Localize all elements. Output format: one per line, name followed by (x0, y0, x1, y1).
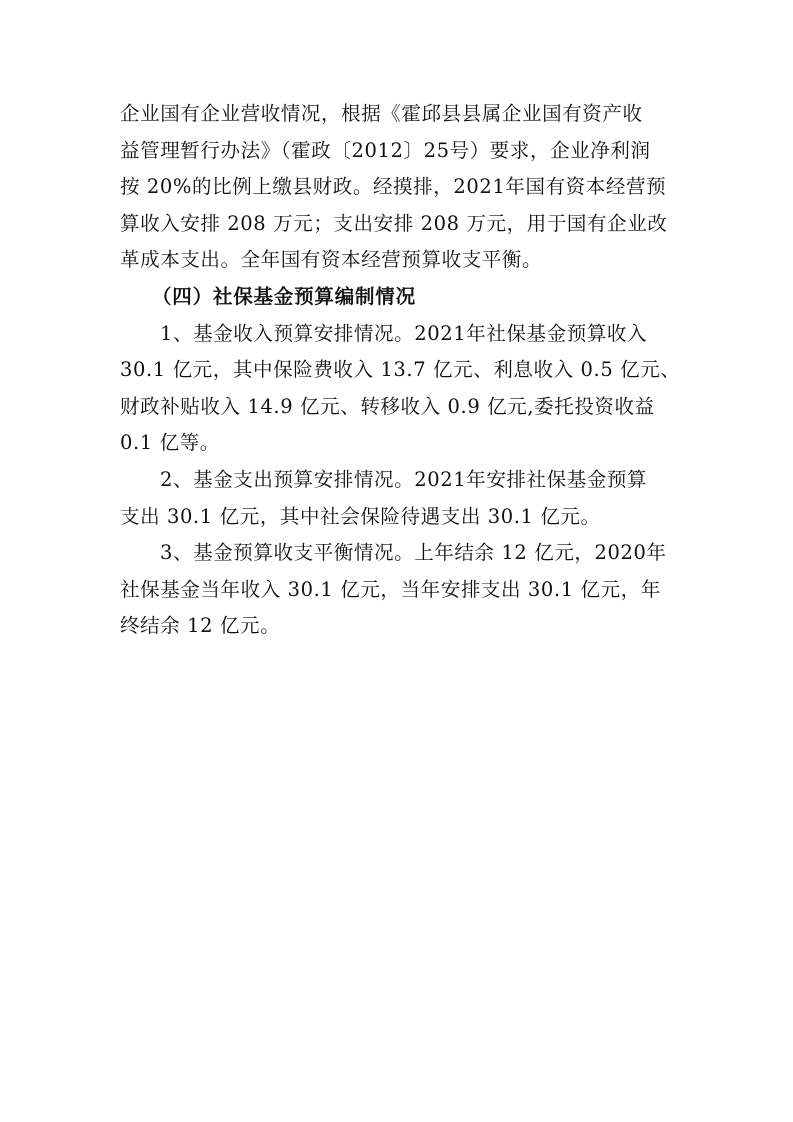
text-line: 终结余 12 亿元。 (120, 614, 281, 638)
text-line: 0.1 亿等。 (120, 431, 220, 455)
paragraph-start: 2、基金支出预算安排情况。2021年安排社保基金预算 (160, 467, 648, 491)
text-line: 算收入安排 208 万元；支出安排 208 万元，用于国有企业改 (120, 211, 668, 235)
text-line: 30.1 亿元，其中保险费收入 13.7 亿元、利息收入 0.5 亿元、 (120, 358, 680, 382)
text-line: 社保基金当年收入 30.1 亿元，当年安排支出 30.1 亿元，年 (120, 577, 661, 601)
text-line: 革成本支出。全年国有资本经营预算收支平衡。 (120, 248, 543, 272)
paragraph-start: 3、基金预算收支平衡情况。上年结余 12 亿元，2020年 (160, 541, 667, 565)
text-line: 财政补贴收入 14.9 亿元、转移收入 0.9 亿元,委托投资收益 (120, 394, 655, 418)
text-line: 按 20%的比例上缴县财政。经摸排，2021年国有资本经营预 (120, 175, 667, 199)
paragraph-start: 1、基金收入预算安排情况。2021年社保基金预算收入 (160, 321, 648, 345)
text-line: 益管理暂行办法》（霍政〔2012〕25号）要求，企业净利润 (120, 138, 651, 162)
document-body (120, 96, 680, 645)
text-line: 支出 30.1 亿元，其中社会保险待遇支出 30.1 亿元。 (120, 504, 601, 528)
text-line: 企业国有企业营收情况，根据《霍邱县县属企业国有资产收 (120, 102, 643, 125)
section-heading: （四）社保基金预算编制情况 (152, 284, 416, 308)
